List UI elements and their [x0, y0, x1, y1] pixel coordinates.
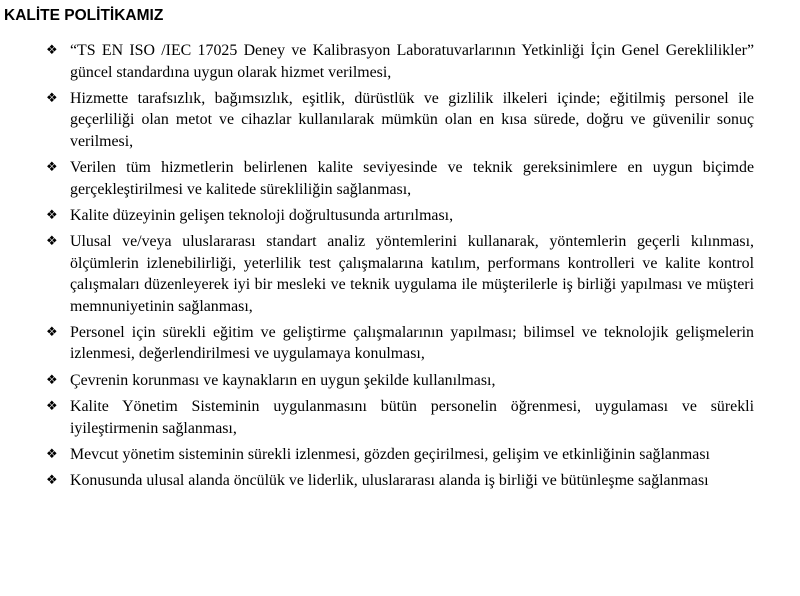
- list-item: [46, 157, 754, 200]
- list-item-text: Çevrenin korunması ve kaynakların en uygun şekilde kullanılması,: [70, 371, 496, 389]
- list-item: [46, 444, 754, 466]
- list-item: [46, 370, 754, 392]
- list-item-text: “TS EN ISO /IEC 17025 Deney ve Kalibrasyon Laboratuvarlarının Yetkinliği İçin Genel Gereklilikler” güncel standardına uygun olarak hizmet verilmesi,: [70, 42, 754, 81]
- list-item-text: Verilen tüm hizmetlerin belirlenen kalite seviyesinde ve teknik gereksinimlere en uygun biçimde gerçekleştirilmesi ve kalitede sürekliliğin sağlanması,: [70, 159, 754, 198]
- list-item: [46, 205, 754, 227]
- bullet-icon: ❖: [46, 372, 58, 388]
- policy-list: [46, 40, 754, 496]
- list-item: [46, 231, 754, 317]
- list-item-text: Personel için sürekli eğitim ve geliştirme çalışmalarının yapılması; bilimsel ve teknolojik gelişmelerin izlenmesi, değerlendirilmesi ve uygulamaya konulması,: [70, 323, 754, 363]
- list-item: [46, 322, 754, 365]
- list-item-text: Ulusal ve/veya uluslararası standart analiz yöntemlerini kullanarak, yöntemlerin geçerli kılınması, ölçümlerin izlenebilirliği, yeterlilik test çalışmalarına katılım, performans kontrolleri ve kalite kontrol çalışmaları düzenleyerek iyi bir mesleki ve teknik uygulama ile müşterilerle iş birliği yapılması ve müşteri memnuniyetinin sağlanması,: [70, 233, 754, 315]
- list-item-text: Mevcut yönetim sisteminin sürekli izlenmesi, gözden geçirilmesi, gelişim ve etkinliğinin sağlanması: [70, 445, 710, 463]
- bullet-icon: ❖: [46, 324, 58, 340]
- bullet-icon: ❖: [46, 207, 58, 223]
- bullet-icon: ❖: [46, 446, 58, 462]
- list-item: [46, 396, 754, 439]
- list-item-text: Kalite düzeyinin gelişen teknoloji doğrultusunda artırılması,: [70, 206, 454, 224]
- list-item-text: Hizmette tarafsızlık, bağımsızlık, eşitlik, dürüstlük ve gizlilik ilkeleri içinde; eğitilmiş personel ile geçerliliği olan metot ve cihazlar kullanılarak mümkün olan en kısa sürede, doğru ve güvenilir sonuç verilmesi,: [70, 89, 754, 150]
- list-item-text: Konusunda ulusal alanda öncülük ve liderlik, uluslararası alanda iş birliği ve bütünleşme sağlanması: [70, 472, 709, 490]
- list-item: [46, 88, 754, 153]
- bullet-icon: ❖: [46, 234, 58, 250]
- bullet-icon: ❖: [46, 399, 58, 415]
- list-item-text: Kalite Yönetim Sisteminin uygulanmasını bütün personelin öğrenmesi, uygulaması ve sürekli iyileştirmenin sağlanması,: [70, 398, 754, 437]
- bullet-icon: ❖: [46, 473, 58, 489]
- list-item: [46, 470, 754, 492]
- page-title: KALİTE POLİTİKAMIZ: [4, 7, 164, 24]
- bullet-icon: ❖: [46, 160, 58, 176]
- bullet-icon: ❖: [46, 43, 58, 58]
- list-item: [46, 40, 754, 83]
- bullet-icon: ❖: [46, 90, 58, 106]
